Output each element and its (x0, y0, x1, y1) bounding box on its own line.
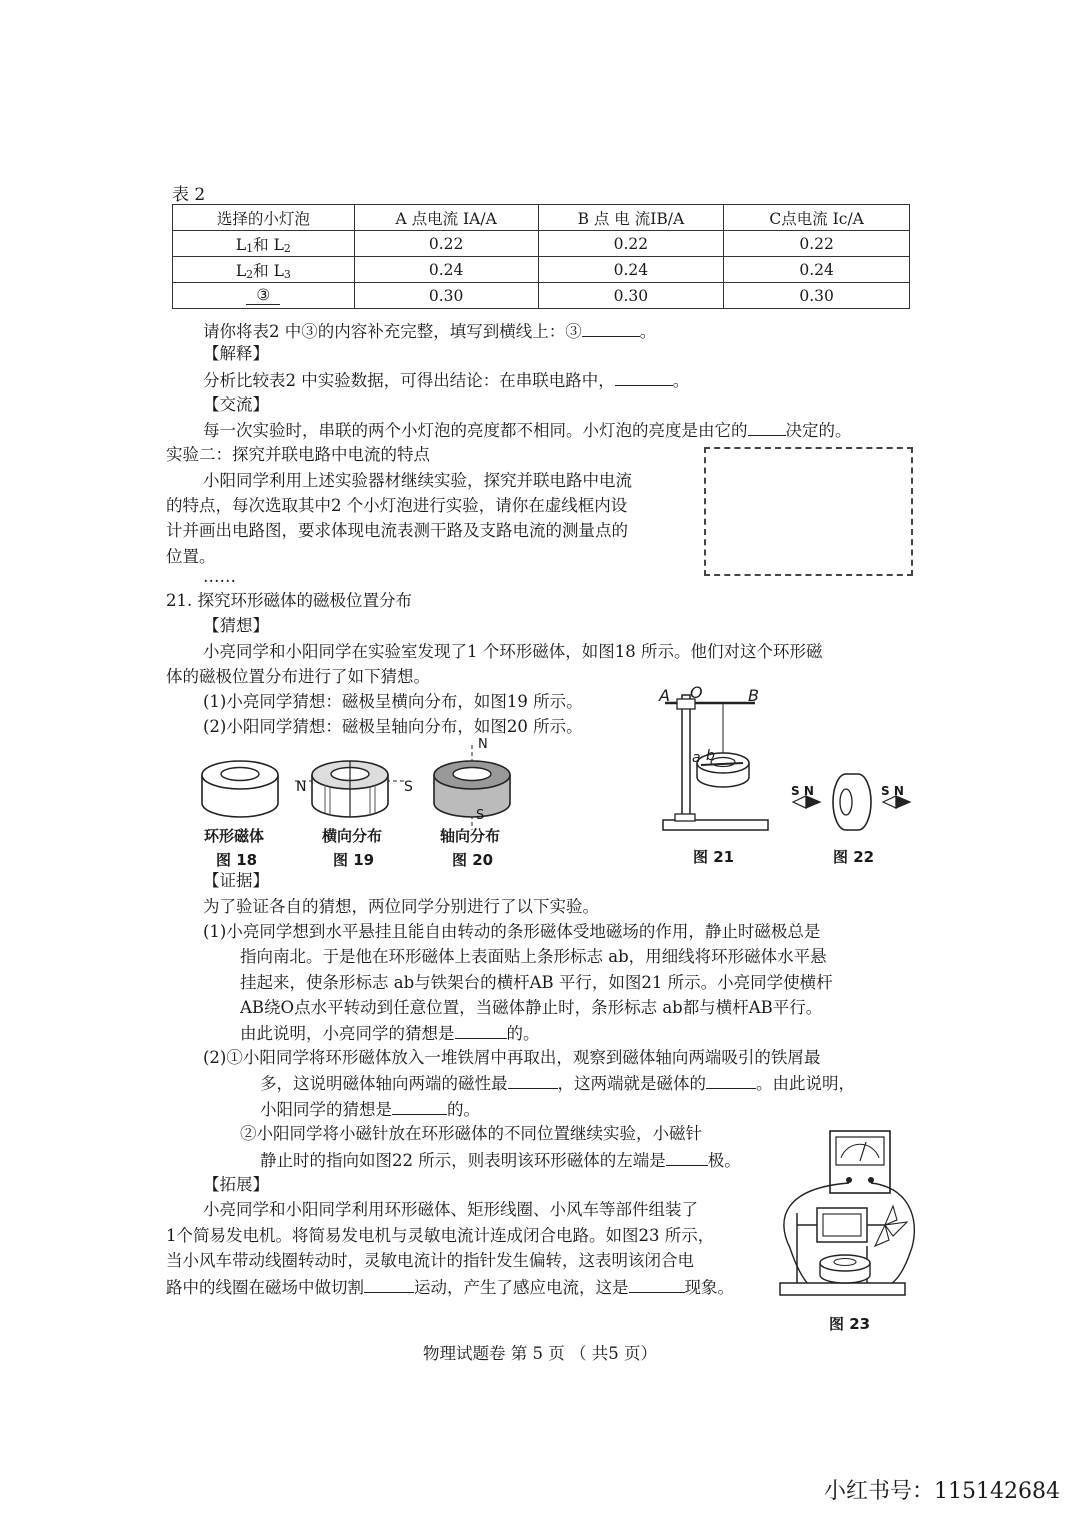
table-cell: 0.22 (354, 231, 538, 257)
table-row (173, 231, 910, 257)
compass-label: S N (791, 784, 814, 798)
drawing-area-box[interactable] (704, 447, 913, 576)
page-footer: 物理试题卷 第 5 页 （ 共5 页） (423, 1344, 657, 1363)
paragraph-line: 指向南北。于是他在环形磁体上表面贴上条形标志 ab，用细线将环形磁体水平悬 (240, 947, 827, 966)
table-cell: 0.30 (538, 283, 724, 309)
table-cell: L1和 L2 (173, 231, 355, 257)
figure-caption: 图 23 (829, 1315, 871, 1333)
table-cell: 0.24 (538, 257, 724, 283)
table-caption: 表 2 (172, 185, 206, 205)
table-header: C点电流 Ic/A (724, 205, 910, 231)
paragraph-line: 小阳同学利用上述实验器材继续实验，探究并联电路中电流 (203, 471, 632, 490)
transverse-magnet-icon (295, 761, 405, 817)
fill-blank-line: 每一次实验时，串联的两个小灯泡的亮度都不相同。小灯泡的亮度是由它的 决定的。 (203, 421, 852, 440)
fill-blank-line: 静止时的指向如图22 所示，则表明该环形磁体的左端是 极。 (260, 1151, 741, 1170)
iron-stand-figure (655, 683, 780, 838)
point-label-o: O (690, 683, 703, 702)
answer-blank[interactable] (706, 1072, 756, 1089)
answer-blank[interactable] (629, 1276, 685, 1293)
table-cell: L2和 L3 (173, 257, 355, 283)
paragraph-line: 挂起来，使条形标志 ab与铁架台的横杆AB 平行，如图21 所示。小亮同学使横杆 (240, 973, 833, 992)
pole-label-s: S (404, 779, 413, 795)
paragraph-line: ②小阳同学将小磁针放在环形磁体的不同位置继续实验，小磁针 (240, 1124, 702, 1143)
compass-label: S N (881, 784, 904, 798)
point-label-b-upper: B (748, 686, 759, 705)
paragraph-line: (1)小亮同学想到水平悬挂且能自由转动的条形磁体受地磁场的作用，静止时磁极总是 (203, 922, 821, 941)
paragraph-line: (2)小阳同学猜想：磁极呈轴向分布，如图20 所示。 (203, 717, 583, 736)
fill-blank-line: 多，这说明磁体轴向两端的磁性最 ，这两端就是磁体的 。由此说明， (260, 1074, 855, 1093)
paragraph-line: AB绕O点水平转动到任意位置，当磁体静止时，条形标志 ab都与横杆AB平行。 (240, 998, 823, 1017)
paragraph-line: 小亮同学和小阳同学在实验室发现了1 个环形磁体，如图18 所示。他们对这个环形磁 (203, 642, 823, 661)
figure-label: 环形磁体 (204, 827, 265, 845)
figure-caption: 图 19 (333, 851, 375, 869)
paragraph-line: 为了验证各自的猜想，两位同学分别进行了以下实验。 (203, 897, 599, 916)
answer-blank[interactable] (455, 1022, 507, 1039)
question-title: 21. 探究环形磁体的磁极位置分布 (166, 591, 412, 610)
point-label-a: a (692, 750, 701, 766)
axial-magnet-icon (434, 745, 510, 830)
paragraph-line: 计并画出电路图，要求体现电流表测干路及支路电流的测量点的 (166, 521, 628, 540)
table-cell: ③ (173, 283, 355, 309)
compass-magnet-figure (790, 770, 920, 835)
answer-blank[interactable] (748, 419, 786, 436)
point-label-a-upper: A (659, 686, 670, 705)
paragraph-line: 1个简易发电机。将简易发电机与灵敏电流计连成闭合电路。如图23 所示， (166, 1226, 715, 1245)
section-heading: 【解释】 (203, 344, 269, 363)
data-table (172, 204, 910, 309)
figure-label: 轴向分布 (440, 827, 501, 845)
table-header: A 点电流 IA/A (354, 205, 538, 231)
ring-magnet-icon (202, 761, 278, 817)
experiment-title: 实验二：探究并联电路中电流的特点 (166, 445, 430, 464)
table-row (173, 257, 910, 283)
fill-blank-line: 由此说明，小亮同学的猜想是 的。 (240, 1024, 540, 1043)
paragraph-line: 体的磁极位置分布进行了如下猜想。 (166, 667, 430, 686)
figure-label: 横向分布 (322, 827, 383, 845)
table-cell: 0.30 (724, 283, 910, 309)
answer-blank[interactable] (364, 1276, 414, 1293)
paragraph-line: 的特点，每次选取其中2 个小灯泡进行实验，请你在虚线框内设 (166, 496, 628, 515)
answer-blank[interactable] (582, 320, 640, 337)
fill-blank-line: 小阳同学的猜想是 的。 (260, 1100, 480, 1119)
table-header: B 点 电 流IB/A (538, 205, 724, 231)
paragraph-line: 当小风车带动线圈转动时，灵敏电流计的指针发生偏转，这表明该闭合电 (166, 1251, 694, 1270)
section-heading: 【交流】 (203, 395, 269, 414)
generator-figure (775, 1128, 920, 1308)
paragraph-line: 位置。 (166, 547, 216, 566)
figure-caption: 图 18 (216, 851, 258, 869)
pole-label-s: S (476, 808, 485, 823)
section-heading: 【拓展】 (203, 1175, 269, 1194)
section-heading: 【证据】 (203, 871, 269, 890)
table-cell: 0.22 (538, 231, 724, 257)
figure-caption: 图 21 (693, 848, 735, 866)
point-label-b: b (706, 748, 715, 764)
fill-blank-line: 请你将表2 中③的内容补充完整，填写到横线上：③ 。 (203, 322, 657, 341)
table-cell: 0.30 (354, 283, 538, 309)
paragraph-line: (1)小亮同学猜想：磁极呈横向分布，如图19 所示。 (203, 692, 583, 711)
table-header-row (173, 205, 910, 231)
answer-blank[interactable] (615, 369, 673, 386)
table-header: 选择的小灯泡 (173, 205, 355, 231)
fill-blank-line: 路中的线圈在磁场中做切割 运动，产生了感应电流，这是 现象。 (166, 1278, 734, 1297)
table-cell: 0.24 (354, 257, 538, 283)
ellipsis: …… (203, 567, 236, 586)
pole-label-n: N (478, 737, 488, 752)
section-heading: 【猜想】 (203, 616, 269, 635)
paragraph-line: 小亮同学和小阳同学利用环形磁体、矩形线圈、小风车等部件组装了 (203, 1200, 698, 1219)
pole-label-n: N (296, 779, 307, 795)
table-cell: 0.22 (724, 231, 910, 257)
answer-blank[interactable] (392, 1098, 447, 1115)
table-row (173, 283, 910, 309)
fill-blank-line: 分析比较表2 中实验数据，可得出结论：在串联电路中， 。 (203, 371, 690, 390)
answer-blank[interactable] (508, 1072, 558, 1089)
watermark-account-id: 小红书号：115142684 (824, 1479, 1060, 1504)
ring-magnet-figures (190, 745, 520, 830)
figure-caption: 图 20 (452, 851, 494, 869)
figure-caption: 图 22 (833, 848, 875, 866)
paragraph-line: (2)①小阳同学将环形磁体放入一堆铁屑中再取出，观察到磁体轴向两端吸引的铁屑最 (203, 1048, 821, 1067)
table-cell: 0.24 (724, 257, 910, 283)
answer-blank[interactable] (666, 1149, 708, 1166)
